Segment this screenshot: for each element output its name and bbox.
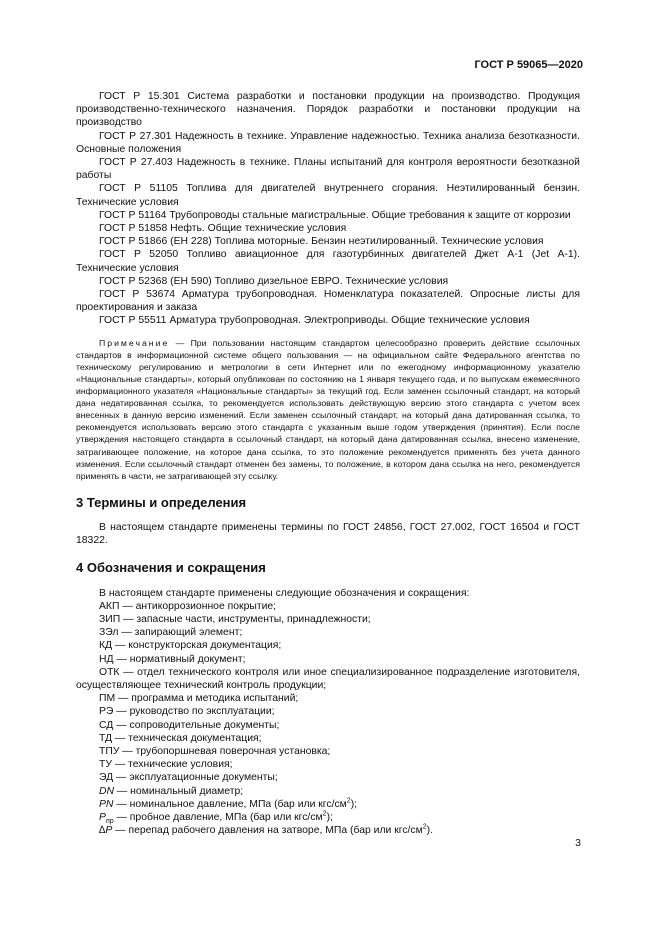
abbreviation-item: РЭ — руководство по эксплуатации;	[99, 706, 275, 718]
section-3-text: В настоящем стандарте применены термины по ГОСТ 24856, ГОСТ 27.002, ГОСТ 16504 и ГОСТ 18322.	[76, 521, 580, 547]
abbreviation-item: КД — конструкторская документация;	[99, 640, 282, 652]
symbol-item-ppr	[76, 811, 580, 824]
abbreviation-item: АКП — антикоррозионное покрытие;	[99, 600, 277, 612]
reference-item: ГОСТ Р 51866 (ЕН 228) Топлива моторные. Бензин неэтилированный. Технические условия	[99, 236, 544, 248]
superscript: 2	[422, 823, 427, 831]
reference-item: ГОСТ Р 55511 Арматура трубопроводная. Электроприводы. Общие технические условия	[99, 315, 530, 327]
reference-item: ГОСТ Р 51858 Нефть. Общие технические условия	[99, 223, 347, 235]
abbreviation-item: ТУ — технические условия;	[99, 759, 233, 771]
abbreviations-list	[76, 600, 580, 838]
superscript: 2	[322, 810, 327, 818]
note-text: — При пользовании настоящим стандартом целесообразно проверить действие ссылочных стандартов в информационной системе общего пользования — на официальном сайте Федерального агентства по техническому регулированию и метрологии в сети Интернет или по ежегодному информационному указателю «Национальные стандарты», который опубликован по состоянию на 1 января текущего года, и по выпускам ежемесячного информационного указателя «Национальные стандарты» за текущий год. Если заменен ссылочный стандарт, на который дана недатированная ссылка, то рекомендуется использовать действующую версию этого стандарта с учетом всех внесенных в данную версию изменений. Если заменен ссылочный стандарт, на который дана датированная ссылка, то рекомендуется использовать версию этого стандарта с указанным выше годом утверждения (принятия). Если после утверждения настоящего стандарта в ссылочный стандарт, на который дана датированная ссылка, внесено изменение, затрагивающее положение, на которое дана ссылка, то это положение рекомендуется применять без учета данного изменения. Если ссылочный стандарт отменен без замены, то положение, в котором дана ссылка на него, рекомендуется применять в части, не затрагивающей эту ссылку.	[76, 337, 580, 481]
symbol-pn-text: — номинальное давление, МПа (бар или кгс/см	[113, 798, 347, 810]
page-content	[76, 90, 580, 837]
abbreviation-item: СД — сопроводительные документы;	[99, 719, 280, 731]
reference-item: ГОСТ Р 52050 Топливо авиационное для газотурбинных двигателей Джет А-1 (Jet А-1). Технические условия	[76, 249, 580, 274]
section-4-heading: 4 Обозначения и сокращения	[76, 560, 266, 576]
abbreviation-item: НД — нормативный документ;	[99, 653, 246, 665]
reference-item: ГОСТ Р 51164 Трубопроводы стальные магистральные. Общие требования к защите от коррозии	[99, 209, 571, 221]
reference-item: ГОСТ Р 53674 Арматура трубопроводная. Номенклатура показателей. Опросные листы для проектирования и заказа	[76, 289, 580, 314]
abbreviation-item: ТД — техническая документация;	[99, 732, 262, 744]
abbreviation-item: ЭД — эксплуатационные документы;	[99, 772, 278, 784]
note-paragraph	[76, 337, 580, 482]
symbol-item-pn	[76, 798, 580, 811]
section-4-intro: В настоящем стандарте применены следующие обозначения и сокращения:	[99, 587, 470, 599]
abbreviation-item: ПМ — программа и методика испытаний;	[99, 693, 299, 705]
note-label: Примечание	[99, 337, 170, 348]
reference-item: ГОСТ Р 27.301 Надежность в технике. Управление надежностью. Техника анализа безотказности. Основные положения	[76, 130, 580, 155]
page-number: 3	[575, 837, 581, 849]
symbol-ppr-text: — пробное давление, МПа (бар или кгс/см	[113, 812, 323, 824]
reference-item: ГОСТ Р 51105 Топлива для двигателей внутреннего сгорания. Неэтилированный бензин. Технические условия	[76, 183, 580, 208]
symbol-dp-text: — перепад рабочего давления на затворе, МПа (бар или кгс/см	[112, 825, 423, 837]
symbol-ppr: P	[99, 812, 106, 824]
document-id: ГОСТ Р 59065—2020	[474, 59, 583, 71]
symbol-dn: DN	[99, 785, 115, 797]
subscript: пр	[105, 818, 114, 826]
symbol-item-dn	[76, 785, 580, 798]
symbol-ppr-end: );	[326, 812, 333, 824]
section-3-heading: 3 Термины и определения	[76, 494, 247, 510]
reference-item: ГОСТ Р 52368 (ЕН 590) Топливо дизельное ЕВРО. Технические условия	[99, 275, 449, 287]
abbreviation-item: ЗЭл — запирающий элемент;	[99, 627, 243, 639]
reference-item: ГОСТ Р 15.301 Система разработки и постановки продукции на производство. Продукция производственно-технического назначения. Порядок разработки и постановки продукции на производство	[76, 91, 580, 129]
abbreviation-item: ТПУ — трубопоршневая поверочная установка;	[99, 746, 331, 758]
abbreviation-item: ЗИП — запасные части, инструменты, принадлежности;	[99, 614, 371, 625]
symbol-dn-text: — номинальный диаметр;	[114, 785, 244, 797]
symbol-dp: ∆P	[99, 825, 113, 837]
superscript: 2	[346, 797, 351, 805]
abbreviation-item: ОТК — отдел технического контроля или иное специализированное подразделение изготовителя, осуществляющее технический контроль продукции;	[76, 666, 580, 692]
symbol-dp-end: ).	[426, 825, 434, 837]
symbol-pn-end: );	[350, 798, 358, 810]
reference-item: ГОСТ Р 27.403 Надежность в технике. Планы испытаний для контроля вероятности безотказной работы	[76, 157, 580, 182]
references-list	[76, 90, 580, 328]
symbol-item-dp	[76, 824, 580, 837]
symbol-pn: PN	[99, 798, 114, 810]
